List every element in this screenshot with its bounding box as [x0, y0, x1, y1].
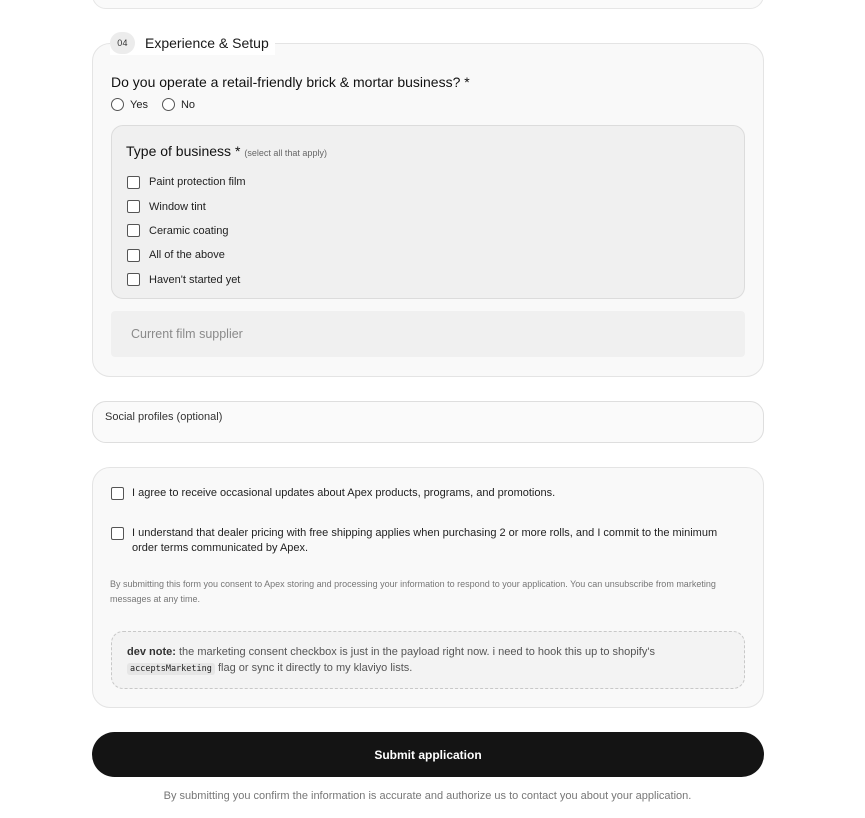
marketing-consent[interactable]	[111, 486, 741, 501]
checkbox-label: All of the above	[149, 249, 225, 262]
section-title: Experience & Setup	[145, 35, 269, 51]
business-type-checklist	[127, 170, 246, 292]
radio-no-label: No	[180, 98, 196, 111]
legal-text: By submitting this form you consent to Apex storing and processing your information to respond to your application. You can unsubscribe from marketing messages at any time.	[110, 579, 716, 604]
checkbox-label: Paint protection film	[149, 176, 246, 189]
storefront-radio-group	[111, 98, 195, 111]
checkbox[interactable]	[127, 249, 140, 262]
previous-section-card	[92, 0, 764, 9]
marketing-consent-label: I agree to receive occasional updates about Apex products, programs, and promotions.	[132, 487, 556, 499]
checkbox[interactable]	[127, 273, 140, 286]
radio-no-control[interactable]	[162, 98, 175, 111]
social-profiles-field[interactable]	[92, 401, 764, 443]
checkbox[interactable]	[127, 200, 140, 213]
checkbox[interactable]	[127, 224, 140, 237]
dev-note-prefix: dev note:	[127, 646, 176, 658]
pricing-terms-consent[interactable]	[111, 526, 736, 556]
dev-note-text-end: flag or sync it directly to my klaviyo lists.	[217, 662, 413, 674]
checkbox[interactable]	[127, 176, 140, 189]
step-badge: 04	[110, 32, 135, 54]
checkbox-label: Window tint	[149, 200, 206, 213]
checkbox-label: Haven't started yet	[149, 273, 241, 286]
business-type-option[interactable]	[127, 268, 246, 292]
business-type-option[interactable]	[127, 219, 246, 243]
dev-note	[111, 631, 745, 689]
social-profiles-label: Social profiles (optional)	[105, 411, 223, 423]
pricing-terms-label: I understand that dealer pricing with free shipping applies when purchasing 2 or more rolls, and I commit to the minimum order terms communicated by Apex.	[132, 527, 718, 554]
section-header	[110, 31, 275, 55]
radio-no[interactable]	[162, 98, 195, 111]
footer-note: By submitting you confirm the information is accurate and authorize us to contact you about your application.	[163, 790, 692, 802]
business-type-option[interactable]	[127, 170, 246, 194]
checkbox-label: Ceramic coating	[149, 224, 229, 237]
business-type-option[interactable]	[127, 243, 246, 267]
business-type-hint: (select all that apply)	[244, 148, 327, 158]
radio-yes-control[interactable]	[111, 98, 124, 111]
storefront-question-label: Do you operate a retail-friendly brick & mortar business? *	[111, 74, 470, 90]
dev-note-text: the marketing consent checkbox is just in the payload right now. i need to hook this up to shopify's	[178, 646, 655, 658]
pricing-terms-checkbox[interactable]	[111, 527, 124, 540]
marketing-consent-checkbox[interactable]	[111, 487, 124, 500]
film-supplier-input[interactable]	[111, 311, 745, 357]
business-type-label: Type of business *	[126, 143, 241, 159]
radio-yes[interactable]	[111, 98, 148, 111]
dev-note-code: acceptsMarketing	[127, 663, 215, 675]
submit-application-button[interactable]: Submit application	[92, 732, 764, 777]
radio-yes-label: Yes	[130, 98, 148, 111]
business-type-option[interactable]	[127, 194, 246, 218]
business-type-title	[126, 143, 327, 159]
